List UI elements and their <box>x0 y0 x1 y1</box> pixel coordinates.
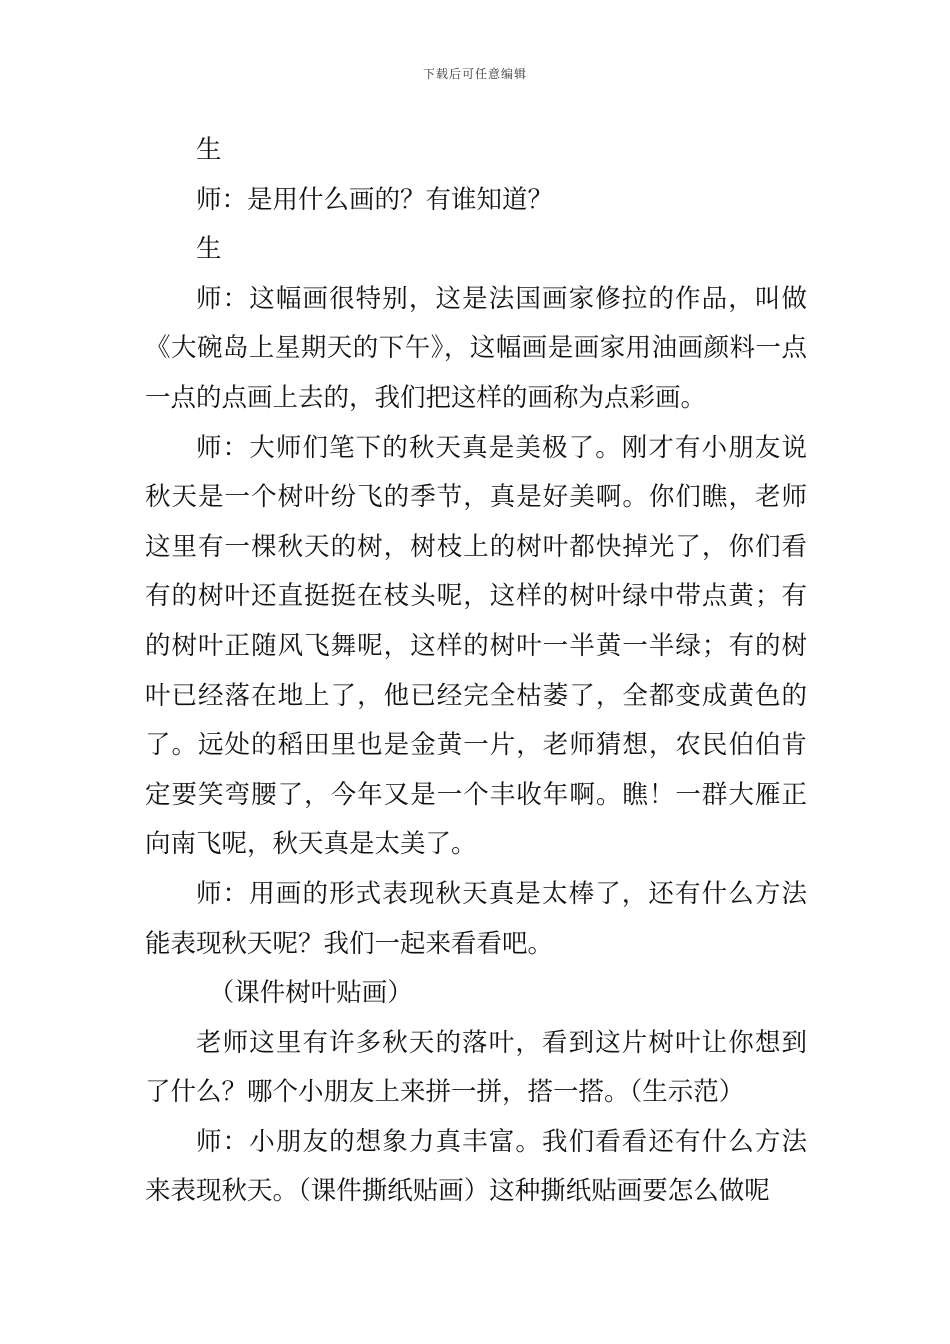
paragraph-seurat-painting: 师：这幅画很特别，这是法国画家修拉的作品，叫做《大碗岛上星期天的下午》，这幅画是画家用油画颜料一点一点的点画上去的，我们把这样的画称为点彩画。 <box>145 283 807 413</box>
paragraph-fallen-leaves: 老师这里有许多秋天的落叶，看到这片树叶让你想到了什么？哪个小朋友上来拼一拼，搭一搭。（生示范） <box>145 1027 807 1108</box>
page-header-note: 下载后可任意编辑 <box>422 67 527 81</box>
paragraph-autumn-tree: 师：大师们笔下的秋天真是美极了。刚才有小朋友说秋天是一个树叶纷飞的季节，真是好美啊。你们瞧，老师这里有一棵秋天的树，树枝上的树叶都快掉光了，你们看有的树叶还直挺挺在枝头呢，这样的树叶绿中带点黄；有的树叶正随风飞舞呢，这样的树叶一半黄一半绿；有的树叶已经落在地上了，他已经完全枯萎了，全都变成黄色的了。远处的稻田里也是金黄一片，老师猜想，农民伯伯肯定要笑弯腰了，今年又是一个丰收年啊。瞧！一群大雁正向南飞呢，秋天真是太美了。 <box>145 432 807 860</box>
paragraph-teacher-question: 师：是用什么画的？有谁知道？ <box>196 184 554 215</box>
document-body <box>145 126 807 1217</box>
paragraph-student-reply-1: 生 <box>196 135 222 165</box>
paragraph-courseware-leaf-collage: （课件树叶贴画） <box>208 978 413 1009</box>
paragraph-other-methods: 师：用画的形式表现秋天真是太棒了，还有什么方法能表现秋天呢？我们一起来看看吧。 <box>145 878 807 959</box>
paragraph-student-reply-2: 生 <box>196 234 222 265</box>
paragraph-torn-paper-collage: 师：小朋友的想象力真丰富。我们看看还有什么方法来表现秋天。（课件撕纸贴画）这种撕纸贴画要怎么做呢 <box>145 1126 807 1207</box>
